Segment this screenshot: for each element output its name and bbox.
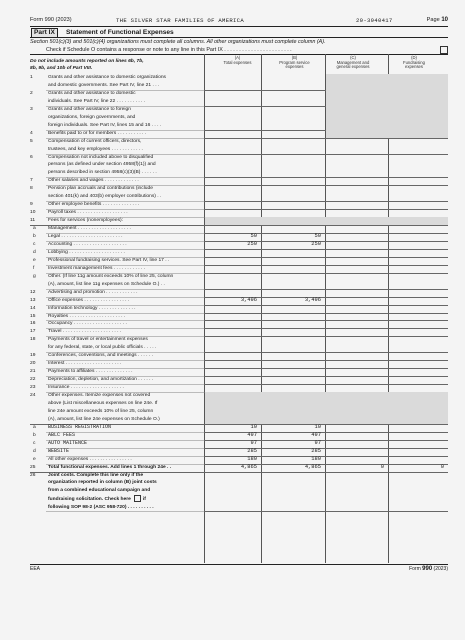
line-description-text: AUTO MAITENCE bbox=[48, 439, 88, 446]
line-description-text: Grants and other assistance to domestic bbox=[48, 90, 136, 96]
amount-cell-a: 285 bbox=[247, 447, 257, 454]
line-description-text: Investment management fees . . . . . . . . . . . . bbox=[48, 265, 146, 271]
line-number: 20 bbox=[30, 361, 36, 367]
column-c-header: (C) Management and general expenses bbox=[336, 55, 370, 70]
amount-cell-a: 4,865 bbox=[240, 463, 257, 470]
table-row bbox=[30, 138, 448, 154]
line-number: 19 bbox=[30, 353, 36, 359]
line-description bbox=[48, 257, 222, 265]
table-row bbox=[30, 305, 448, 313]
line-description bbox=[48, 424, 222, 432]
table-row bbox=[30, 313, 448, 321]
line-number: 12 bbox=[30, 289, 36, 295]
line-description-text: from a combined educational campaign and bbox=[48, 488, 151, 494]
table-row bbox=[30, 209, 448, 217]
line-description bbox=[48, 328, 222, 336]
footer-eea: EEA bbox=[30, 566, 41, 572]
shaded-cell bbox=[326, 74, 448, 90]
if-label: if bbox=[142, 497, 146, 503]
line-number: 9 bbox=[30, 202, 33, 208]
line-description-text: Management . . . . . . . . . . . . . . . . . . . . bbox=[48, 226, 131, 232]
table-row bbox=[30, 257, 448, 265]
line-description bbox=[48, 90, 222, 106]
page-number: Page 10 bbox=[426, 17, 448, 23]
amount-cell-c: 0 bbox=[380, 463, 384, 470]
line-description-text: Accounting . . . . . . . . . . . . . . . . . . . . bbox=[48, 241, 127, 247]
part-header bbox=[30, 28, 448, 37]
line-number: 26 bbox=[30, 472, 36, 478]
line-number: d bbox=[33, 249, 36, 255]
table-row bbox=[30, 320, 448, 328]
line-description bbox=[48, 297, 222, 305]
part-title: Statement of Functional Expenses bbox=[66, 29, 174, 36]
schedule-o-check-text: Check if Schedule O contains a response or note to any line in this Part IX . . . . . . . . . . . . . . . . . . . . . . . bbox=[46, 47, 292, 53]
line-description-text: Grants and other assistance to foreign bbox=[48, 106, 131, 112]
amount-cell-a: 180 bbox=[247, 455, 257, 462]
line-description bbox=[48, 320, 222, 328]
part-subtitle: Section 501(c)(3) and 501(c)(4) organizations must complete all columns. All other organizations must complete column (A). bbox=[30, 39, 326, 45]
line-description bbox=[48, 313, 222, 321]
amount-cell-a: 3,496 bbox=[240, 296, 257, 303]
column-d-header: (D) Fundraising expenses bbox=[403, 55, 425, 70]
line-number: 8 bbox=[30, 186, 33, 192]
line-description bbox=[48, 225, 222, 233]
shaded-cell bbox=[205, 392, 448, 424]
line-number: a bbox=[33, 424, 36, 430]
row-rule bbox=[204, 511, 448, 512]
line-description bbox=[48, 289, 222, 297]
amount-cell-d: 0 bbox=[440, 463, 444, 470]
amount-cell-b: 3,496 bbox=[304, 296, 321, 303]
line-number: 23 bbox=[30, 385, 36, 391]
line-number: 14 bbox=[30, 305, 36, 311]
line-description bbox=[48, 185, 222, 201]
table-row bbox=[30, 376, 448, 384]
line-number: e bbox=[33, 456, 36, 462]
line-description bbox=[48, 130, 222, 138]
schedule-o-checkbox[interactable] bbox=[440, 46, 448, 54]
line-description-text: Fees for services (nonemployees): bbox=[48, 218, 124, 224]
amount-cell-b: 250 bbox=[311, 240, 321, 247]
amount-cell-b: 97 bbox=[314, 439, 321, 446]
amount-cell-a: 50 bbox=[250, 233, 257, 239]
line-description-text: Total functional expenses. Add lines 1 through 24e . . bbox=[48, 464, 172, 470]
line-description bbox=[48, 249, 222, 257]
line-number: 16 bbox=[30, 321, 36, 327]
table-row bbox=[30, 249, 448, 257]
line-number: 7 bbox=[30, 178, 33, 184]
line-description-text: following SOP 98-2 (ASC 958-720) . . . . . . . . . . bbox=[48, 505, 154, 511]
line-number: 4 bbox=[30, 130, 33, 136]
page-header bbox=[30, 17, 448, 25]
part-rule bbox=[30, 37, 448, 38]
line-number: a bbox=[33, 226, 36, 232]
line-description-text: Compensation of current officers, directors, bbox=[48, 138, 142, 144]
line-number: 11 bbox=[30, 218, 36, 224]
line-number: 1 bbox=[30, 75, 33, 80]
line-description bbox=[48, 432, 222, 440]
form-label: Form 990 (2023) bbox=[30, 17, 72, 23]
line-description-text: WEBSITE bbox=[48, 447, 70, 454]
line-description bbox=[48, 384, 222, 392]
header-rule bbox=[30, 26, 448, 27]
shaded-cell bbox=[326, 90, 448, 106]
line-description bbox=[48, 368, 222, 376]
line-description bbox=[48, 154, 222, 178]
line-description-text: Conferences, conventions, and meetings . . . . . . bbox=[48, 353, 153, 359]
line-description-text: Lobbying . . . . . . . . . . . . . . . . . . . . . bbox=[48, 249, 125, 255]
part-label: Part IX bbox=[31, 28, 58, 38]
amount-cell-b: 285 bbox=[311, 447, 321, 454]
line-description-text: foreign individuals. See Part IV, lines 15 and 16 . . . . bbox=[48, 122, 162, 128]
line-description-text: Interest . . . . . . . . . . . . . . . . . . . . . bbox=[48, 361, 122, 367]
amount-cell-b: 180 bbox=[311, 455, 321, 462]
line-description-text: Other employee benefits . . . . . . . . . . . . . . bbox=[48, 202, 140, 208]
table-row bbox=[30, 265, 448, 273]
line-description bbox=[48, 177, 222, 185]
line-description-text: Other. (If line 11g amount exceeds 10% of line 25, column bbox=[48, 273, 174, 279]
line-description-text: Occupancy . . . . . . . . . . . . . . . . . . . . bbox=[48, 321, 127, 327]
line-number: 10 bbox=[30, 210, 36, 216]
line-description-text: Depreciation, depletion, and amortization . . . . . . bbox=[48, 377, 154, 383]
line-description-text: section 401(k) and 403(b) employer contributions) . . bbox=[48, 194, 162, 200]
table-row bbox=[30, 384, 448, 392]
line-description bbox=[48, 201, 222, 209]
line-description-text: trustees, and key employees . . . . . . . . . . . . bbox=[48, 146, 143, 152]
line-number: 15 bbox=[30, 313, 36, 319]
line-number: 2 bbox=[30, 90, 33, 96]
table-row bbox=[30, 273, 448, 289]
line-description-text: above (List miscellaneous expenses on line 24e. If bbox=[48, 400, 158, 406]
line-description bbox=[48, 233, 222, 241]
line-description-text: and domestic governments. See Part IV, line 21 . . . bbox=[48, 82, 160, 88]
ein: 20-3940417 bbox=[356, 17, 393, 24]
line-number: f bbox=[33, 265, 35, 271]
shaded-cell bbox=[326, 130, 448, 138]
line-description-text: Payments to affiliates . . . . . . . . . . . . . . bbox=[48, 369, 133, 375]
line-number: 18 bbox=[30, 337, 36, 343]
line-description-text: Travel . . . . . . . . . . . . . . . . . . . . . . bbox=[48, 329, 122, 335]
organization-name: THE SILVER STAR FAMILIES OF AMERICA bbox=[116, 17, 244, 24]
line-description bbox=[48, 74, 222, 90]
line-number: 22 bbox=[30, 377, 36, 383]
table-row bbox=[30, 185, 448, 201]
line-description-text: Other expenses. Itemize expenses not covered bbox=[48, 393, 151, 398]
line-description-text: Legal . . . . . . . . . . . . . . . . . . . . . . . bbox=[48, 234, 123, 239]
line-number: 3 bbox=[30, 106, 33, 112]
amount-cell-b: 497 bbox=[311, 431, 321, 438]
table-row bbox=[30, 225, 448, 233]
line-description-text: Benefits paid to or for members . . . . . . . . . . . bbox=[48, 130, 147, 136]
line-description-text: Office expenses . . . . . . . . . . . . . . . . . bbox=[48, 297, 130, 303]
line-description bbox=[48, 241, 222, 249]
line-description bbox=[48, 217, 222, 225]
line-description bbox=[48, 472, 222, 513]
joint-costs-checkbox[interactable] bbox=[134, 495, 141, 502]
line-description-text: Advertising and promotion . . . . . . . . . . . . bbox=[48, 289, 138, 295]
line-description-text: fundraising solicitation. Check here bbox=[48, 497, 131, 503]
line-description-text bbox=[48, 495, 222, 504]
line-number: 5 bbox=[30, 138, 33, 144]
row-header: Do not include amounts reported on lines 6b, 7b, 8b, 9b, and 10b of Part VIII. bbox=[30, 59, 144, 71]
line-description-text: Professional fundraising services. See Part IV, line 17 . . bbox=[48, 257, 170, 263]
row-rule-desc bbox=[46, 511, 204, 512]
line-description bbox=[48, 336, 222, 352]
line-description-text: Payroll taxes . . . . . . . . . . . . . . . . . . . bbox=[48, 210, 128, 216]
line-description-text: Pension plan accruals and contributions (include bbox=[48, 186, 153, 192]
line-description-text: line 24e amount exceeds 10% of line 25, column bbox=[48, 408, 154, 414]
line-description-text: Payments of travel or entertainment expenses bbox=[48, 337, 148, 343]
line-description bbox=[48, 138, 222, 154]
footer-rule bbox=[30, 564, 448, 565]
line-description bbox=[48, 448, 222, 456]
column-a-header: (A) Total expenses bbox=[223, 55, 252, 65]
amount-cell-b: 50 bbox=[314, 233, 321, 239]
line-number: c bbox=[33, 241, 36, 247]
line-description bbox=[48, 376, 222, 384]
line-number: 25 bbox=[30, 464, 36, 470]
table-row bbox=[30, 328, 448, 336]
line-description bbox=[48, 209, 222, 217]
line-description bbox=[48, 265, 222, 273]
column-b-header: (B) Program service expenses bbox=[279, 55, 310, 70]
line-description-text: (A), amount, list line 24e expenses on Schedule O.) bbox=[48, 416, 160, 422]
table-row bbox=[30, 472, 448, 512]
table-row bbox=[30, 360, 448, 368]
shaded-cell bbox=[326, 106, 448, 130]
line-number: 13 bbox=[30, 297, 36, 303]
amount-cell-a: 250 bbox=[247, 240, 257, 247]
table-row bbox=[30, 368, 448, 376]
line-description-text: persons (as defined under section 4958(f)(1)) and bbox=[48, 162, 156, 168]
line-description-text: (A), amount, list line 11g expenses on Schedule O.) . . bbox=[48, 281, 165, 287]
line-number: b bbox=[33, 432, 36, 438]
line-description-text: Insurance . . . . . . . . . . . . . . . . . . . . bbox=[48, 385, 124, 391]
line-number: g bbox=[33, 273, 36, 279]
line-description bbox=[48, 273, 222, 289]
line-description-text: individuals. See Part IV, line 22 . . . . . . . . . . . bbox=[48, 98, 146, 104]
line-number: e bbox=[33, 257, 36, 263]
line-number: 21 bbox=[30, 369, 36, 375]
line-description-text: organization reported in column (B) joint costs bbox=[48, 480, 157, 486]
table-row bbox=[30, 177, 448, 185]
line-description-text: for any federal, state, or local public officials . . . . . bbox=[48, 345, 157, 351]
line-description-text: Information technology . . . . . . . . . . . . . . bbox=[48, 305, 136, 311]
amount-cell-b: 4,865 bbox=[304, 463, 321, 470]
line-number: d bbox=[33, 448, 36, 454]
line-description-text: ABLC FEES bbox=[48, 431, 76, 438]
footer-form: Form 990 (2023) bbox=[409, 566, 448, 572]
amount-cell-b: 10 bbox=[314, 423, 321, 430]
line-description bbox=[48, 456, 222, 464]
shaded-cell bbox=[205, 217, 448, 225]
line-number: b bbox=[33, 234, 36, 239]
line-description-text: BUSINESS REGISTRATION bbox=[48, 423, 112, 430]
line-description-text: Other salaries and wages . . . . . . . . . . . . . bbox=[48, 178, 139, 184]
table-row bbox=[30, 352, 448, 360]
line-description bbox=[48, 305, 222, 313]
line-number: c bbox=[33, 440, 36, 446]
line-description bbox=[48, 440, 222, 448]
line-description-text: Compensation not included above to disqualified bbox=[48, 154, 154, 160]
line-description-text: Royalties . . . . . . . . . . . . . . . . . . . . . bbox=[48, 313, 126, 319]
amount-cell-a: 497 bbox=[247, 431, 257, 438]
line-description bbox=[48, 360, 222, 368]
line-description bbox=[48, 392, 222, 424]
amount-cell-a: 10 bbox=[250, 423, 257, 430]
line-number: 24 bbox=[30, 393, 36, 398]
line-description bbox=[48, 352, 222, 360]
table-row bbox=[30, 336, 448, 352]
line-number: 17 bbox=[30, 329, 36, 335]
line-description-text: All other expenses . . . . . . . . . . . . . . . . bbox=[48, 456, 132, 462]
line-description-text: persons described in section 4958(c)(3)(B) . . . . . . bbox=[48, 170, 157, 176]
line-description-text: Grants and other assistance to domestic organizations bbox=[48, 75, 166, 80]
line-description-text: Joint costs. Complete this line only if the bbox=[48, 472, 144, 478]
amount-cell-a: 97 bbox=[250, 439, 257, 446]
line-number: 6 bbox=[30, 154, 33, 160]
table-row bbox=[30, 154, 448, 178]
line-description bbox=[48, 464, 222, 472]
line-description bbox=[48, 106, 222, 130]
table-row bbox=[30, 289, 448, 297]
table-row bbox=[30, 201, 448, 209]
line-description-text: organizations, foreign governments, and bbox=[48, 114, 136, 120]
